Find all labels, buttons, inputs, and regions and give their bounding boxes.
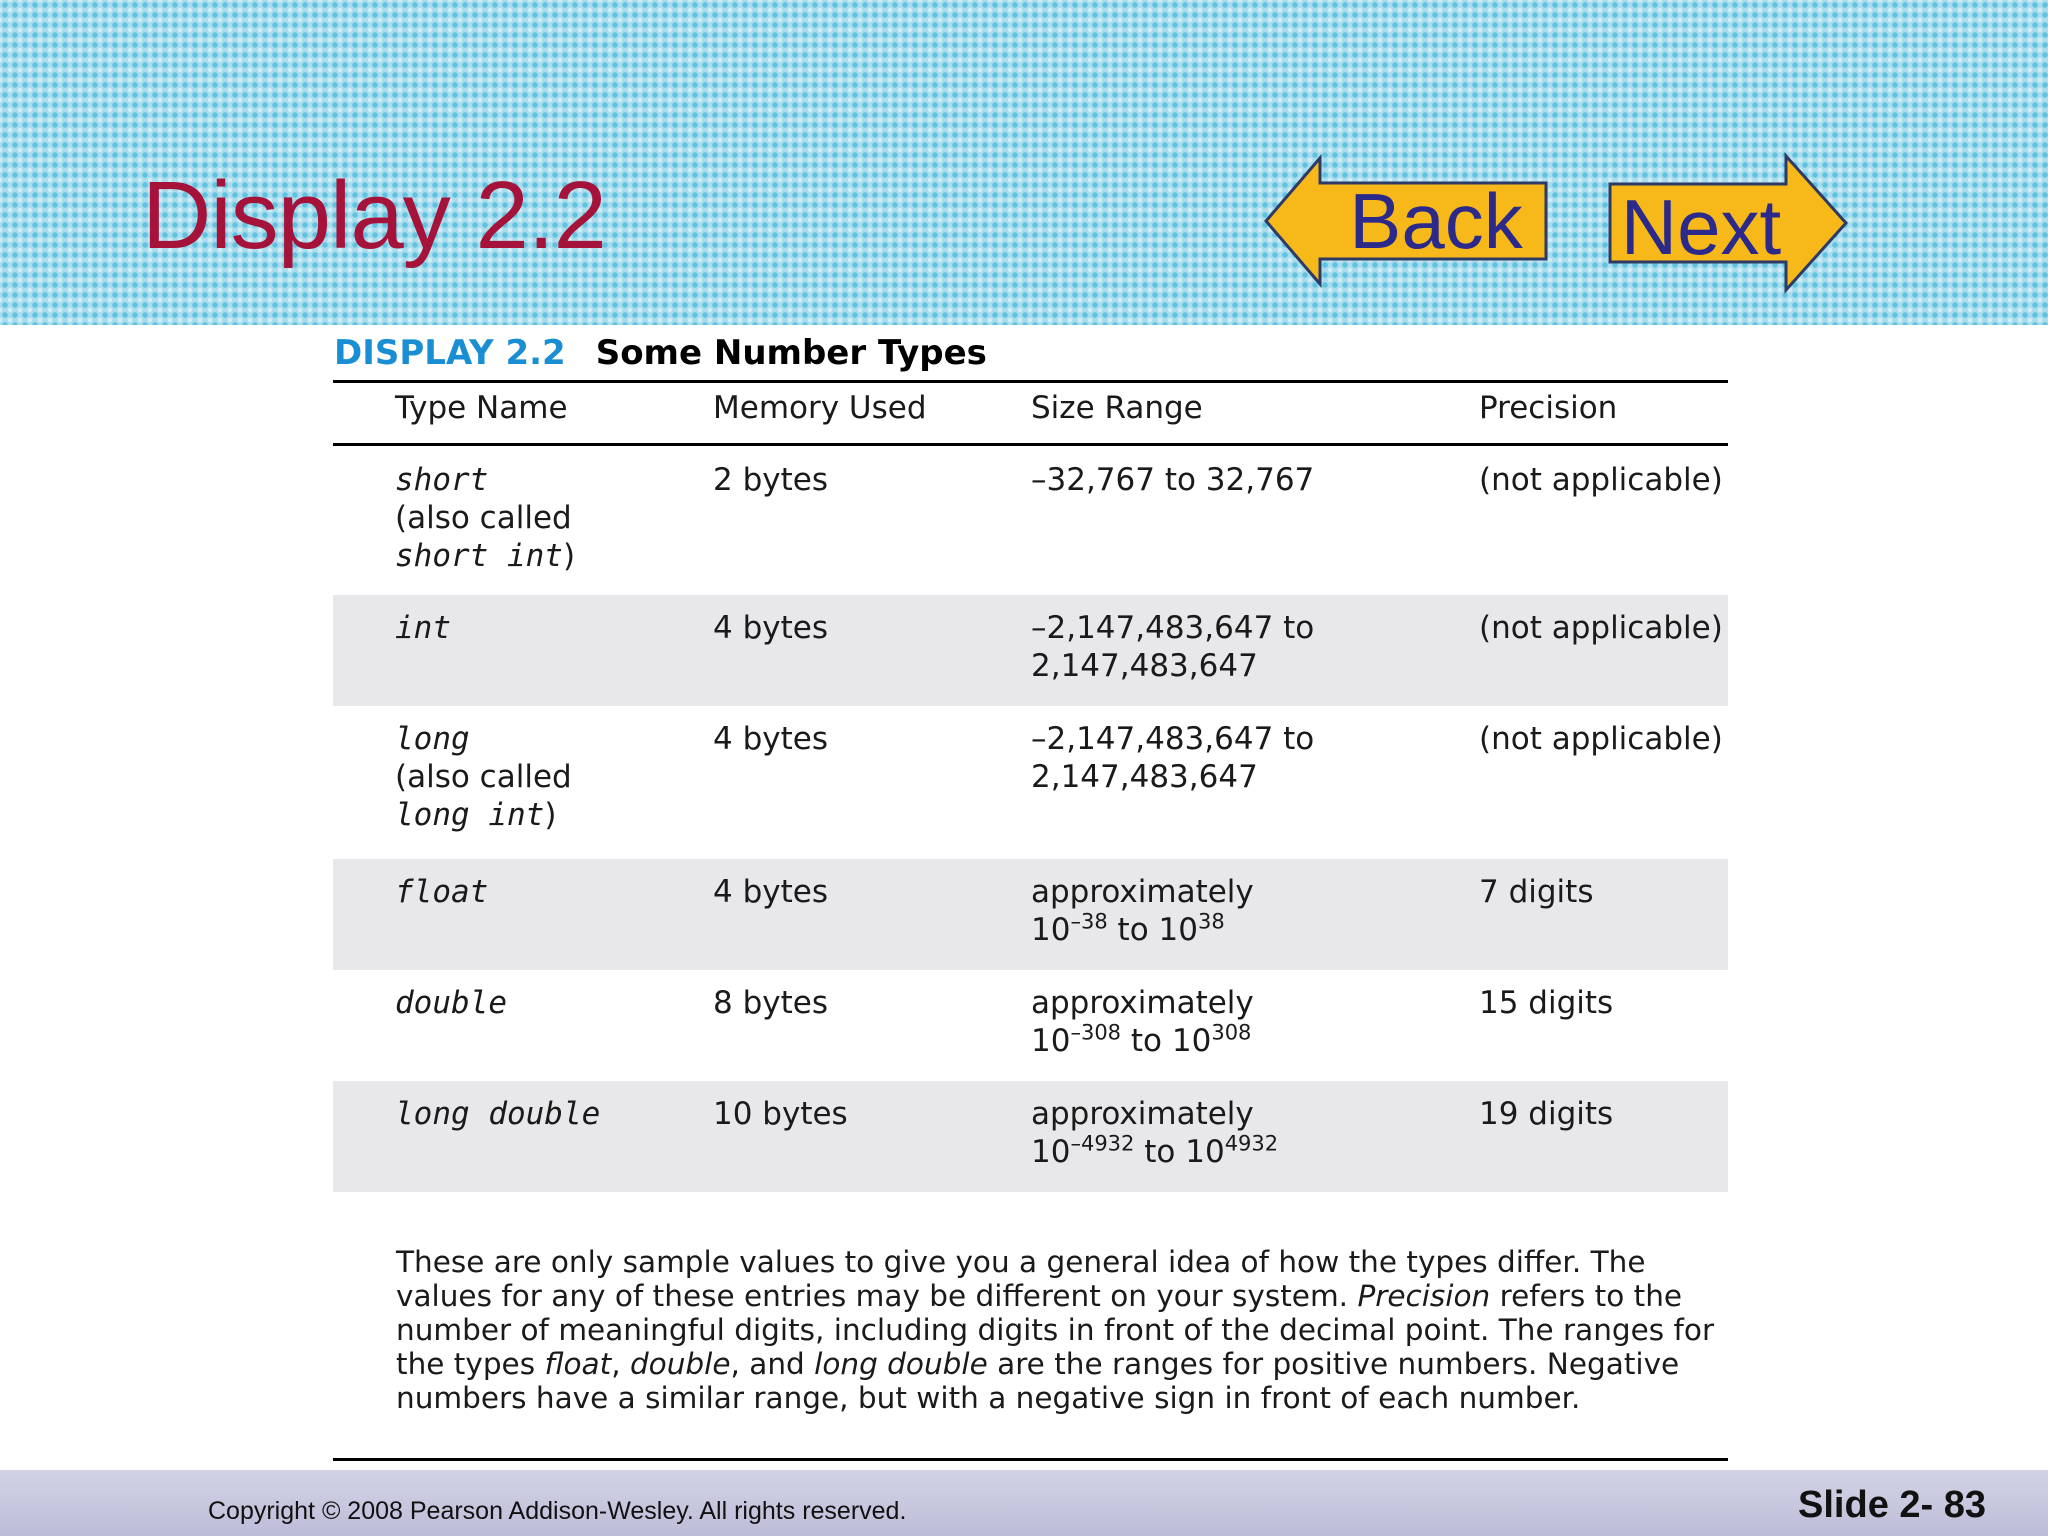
precision-cell: 7 digits	[1479, 874, 1594, 910]
type-name-cell: long (also called long int)	[395, 721, 572, 833]
memory-cell: 4 bytes	[713, 874, 828, 910]
table-bottom-rule	[333, 1458, 1728, 1461]
precision-cell: 19 digits	[1479, 1096, 1614, 1132]
precision-cell: (not applicable)	[1479, 462, 1723, 498]
display-title: Some Number Types	[595, 333, 987, 373]
memory-cell: 4 bytes	[713, 610, 828, 646]
next-button[interactable]	[1606, 152, 1850, 294]
table-row	[333, 447, 1728, 595]
copyright-text: Copyright © 2008 Pearson Addison-Wesley. All rights reserved.	[208, 1497, 907, 1525]
display-heading	[334, 332, 987, 374]
memory-cell: 2 bytes	[713, 462, 828, 498]
range-cell: –2,147,483,647 to 2,147,483,647	[1031, 610, 1315, 684]
header-bottom-rule	[333, 443, 1728, 446]
memory-cell: 10 bytes	[713, 1096, 848, 1132]
header-memory-used: Memory Used	[713, 390, 927, 426]
display-number: DISPLAY 2.2	[334, 333, 566, 373]
precision-cell: (not applicable)	[1479, 721, 1723, 757]
range-cell: –32,767 to 32,767	[1031, 462, 1315, 498]
range-cell: approximately $10^{-308}$ to $10^{308}$	[1031, 985, 1254, 1059]
header-size-range: Size Range	[1031, 390, 1203, 426]
back-button[interactable]	[1262, 154, 1550, 288]
precision-cell: (not applicable)	[1479, 610, 1723, 646]
precision-cell: 15 digits	[1479, 985, 1614, 1021]
table-footnote: These are only sample values to give you a general idea of how the types differ. The values for any of these entries may be different on your system. Precision refers to the number of meaningful digits, including digits in front of the decimal point. The ranges for the types float, double, and long double are the ranges for positive numbers. Negative numbers have a similar range, but with a negative sign in front of each number.	[396, 1245, 1715, 1415]
header-precision: Precision	[1479, 390, 1618, 426]
type-name-cell: int	[395, 610, 451, 646]
next-label: Next	[1620, 182, 1782, 271]
range-cell: approximately $10^{-38}$ to $10^{38}$	[1031, 874, 1254, 948]
table-row	[333, 970, 1728, 1081]
table-row	[333, 595, 1728, 706]
range-cell: approximately $10^{-4932}$ to $10^{4932}$	[1031, 1096, 1279, 1170]
type-name-cell: short (also called short int)	[395, 462, 576, 574]
slide-number: Slide 2- 83	[1798, 1484, 1986, 1526]
table-row	[333, 1081, 1728, 1192]
type-name-cell: float	[395, 874, 489, 910]
memory-cell: 8 bytes	[713, 985, 828, 1021]
type-name-cell: double	[395, 985, 507, 1021]
table-top-rule	[333, 380, 1728, 383]
back-label: Back	[1349, 176, 1523, 265]
slide-title: Display 2.2	[142, 162, 606, 269]
table-row	[333, 859, 1728, 970]
type-name-cell: long double	[395, 1096, 601, 1132]
range-cell: –2,147,483,647 to 2,147,483,647	[1031, 721, 1315, 795]
table-row	[333, 706, 1728, 859]
header-type-name: Type Name	[395, 390, 568, 426]
memory-cell: 4 bytes	[713, 721, 828, 757]
